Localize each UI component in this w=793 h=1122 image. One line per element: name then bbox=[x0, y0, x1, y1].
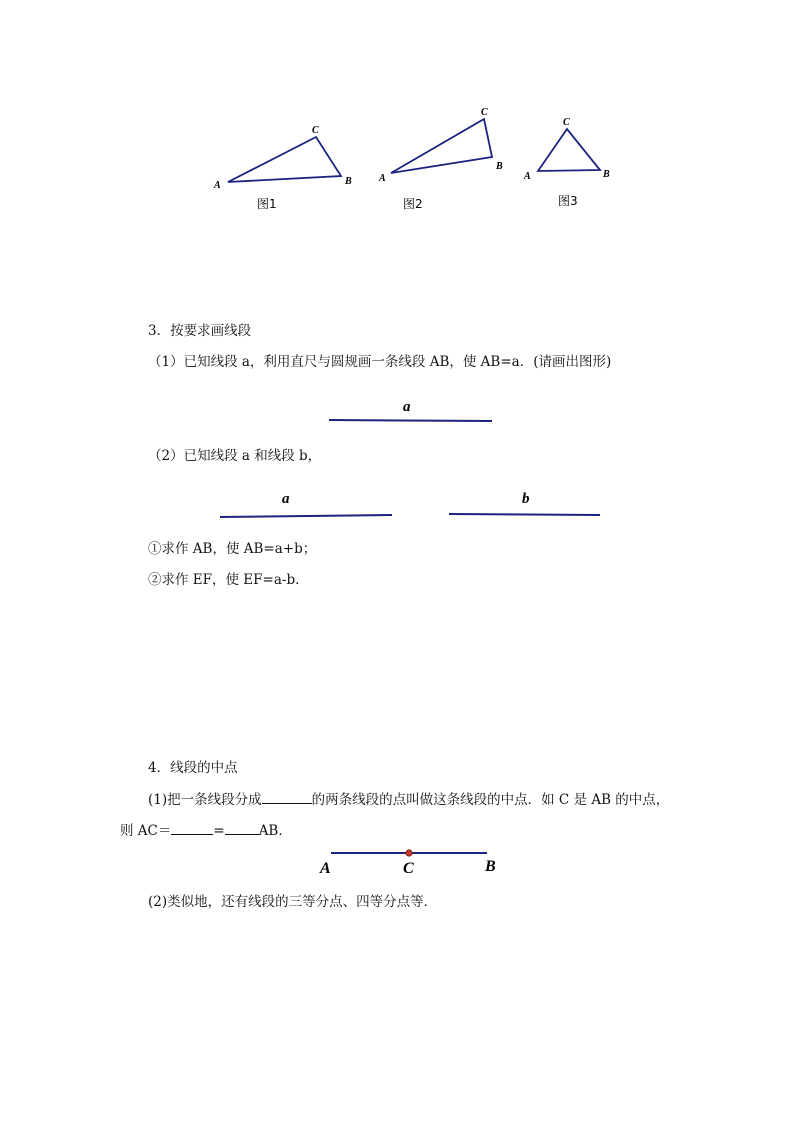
segment-a bbox=[329, 420, 492, 421]
segment-a-label: a bbox=[403, 399, 411, 415]
fig1-label-a: A bbox=[214, 180, 221, 191]
fig2-caption: 图2 bbox=[403, 197, 423, 211]
segment2-b-label: b bbox=[522, 491, 530, 507]
q4-part2-suffix: AB． bbox=[258, 823, 292, 839]
q4-part2-prefix: 则 AC＝ bbox=[120, 823, 172, 839]
point-a-label: A bbox=[320, 860, 331, 877]
midpoint-c bbox=[406, 850, 412, 856]
segment2-b bbox=[449, 514, 600, 515]
fig1-label-b: B bbox=[345, 176, 352, 187]
q3-part2: （2）已知线段 a 和线段 b， bbox=[148, 448, 322, 464]
fig2-label-c: C bbox=[481, 107, 488, 118]
q4-part1-before: (1)把一条线段分成 bbox=[148, 792, 262, 808]
point-c-label: C bbox=[403, 860, 414, 877]
answer-blank-1[interactable] bbox=[262, 790, 312, 804]
triangle-1 bbox=[228, 137, 341, 182]
fig3-caption: 图3 bbox=[558, 194, 578, 208]
fig3-label-c: C bbox=[563, 117, 570, 128]
triangle-3 bbox=[538, 129, 600, 171]
segment2-a-label: a bbox=[282, 491, 290, 507]
answer-blank-2[interactable] bbox=[171, 821, 213, 835]
q4-part2 bbox=[120, 821, 292, 840]
q4-title: 4．线段的中点 bbox=[148, 760, 238, 776]
q4-part3: (2)类似地，还有线段的三等分点、四等分点等． bbox=[148, 894, 438, 910]
fig1-label-c: C bbox=[312, 125, 319, 136]
fig3-label-a: A bbox=[524, 171, 531, 182]
answer-blank-3[interactable] bbox=[225, 821, 259, 835]
point-b-label: B bbox=[485, 858, 496, 875]
q4-part1 bbox=[148, 790, 669, 809]
fig1-caption: 图1 bbox=[257, 197, 277, 211]
q4-part2-eq: = bbox=[213, 823, 225, 839]
q3-part1: （1）已知线段 a，利用直尺与圆规画一条线段 AB，使 AB=a．(请画出图形) bbox=[148, 354, 612, 370]
segment2-a bbox=[220, 515, 392, 517]
fig2-label-b: B bbox=[496, 161, 503, 172]
triangle-2 bbox=[391, 119, 492, 173]
q4-part1-after: 的两条线段的点叫做这条线段的中点．如 C 是 AB 的中点， bbox=[311, 792, 670, 808]
q3-title: 3．按要求画线段 bbox=[148, 323, 252, 339]
q3-task1: ①求作 AB，使 AB=a+b； bbox=[148, 541, 317, 557]
fig2-label-a: A bbox=[379, 173, 386, 184]
fig3-label-b: B bbox=[603, 169, 610, 180]
q3-task2: ②求作 EF，使 EF=a-b. bbox=[148, 572, 300, 588]
